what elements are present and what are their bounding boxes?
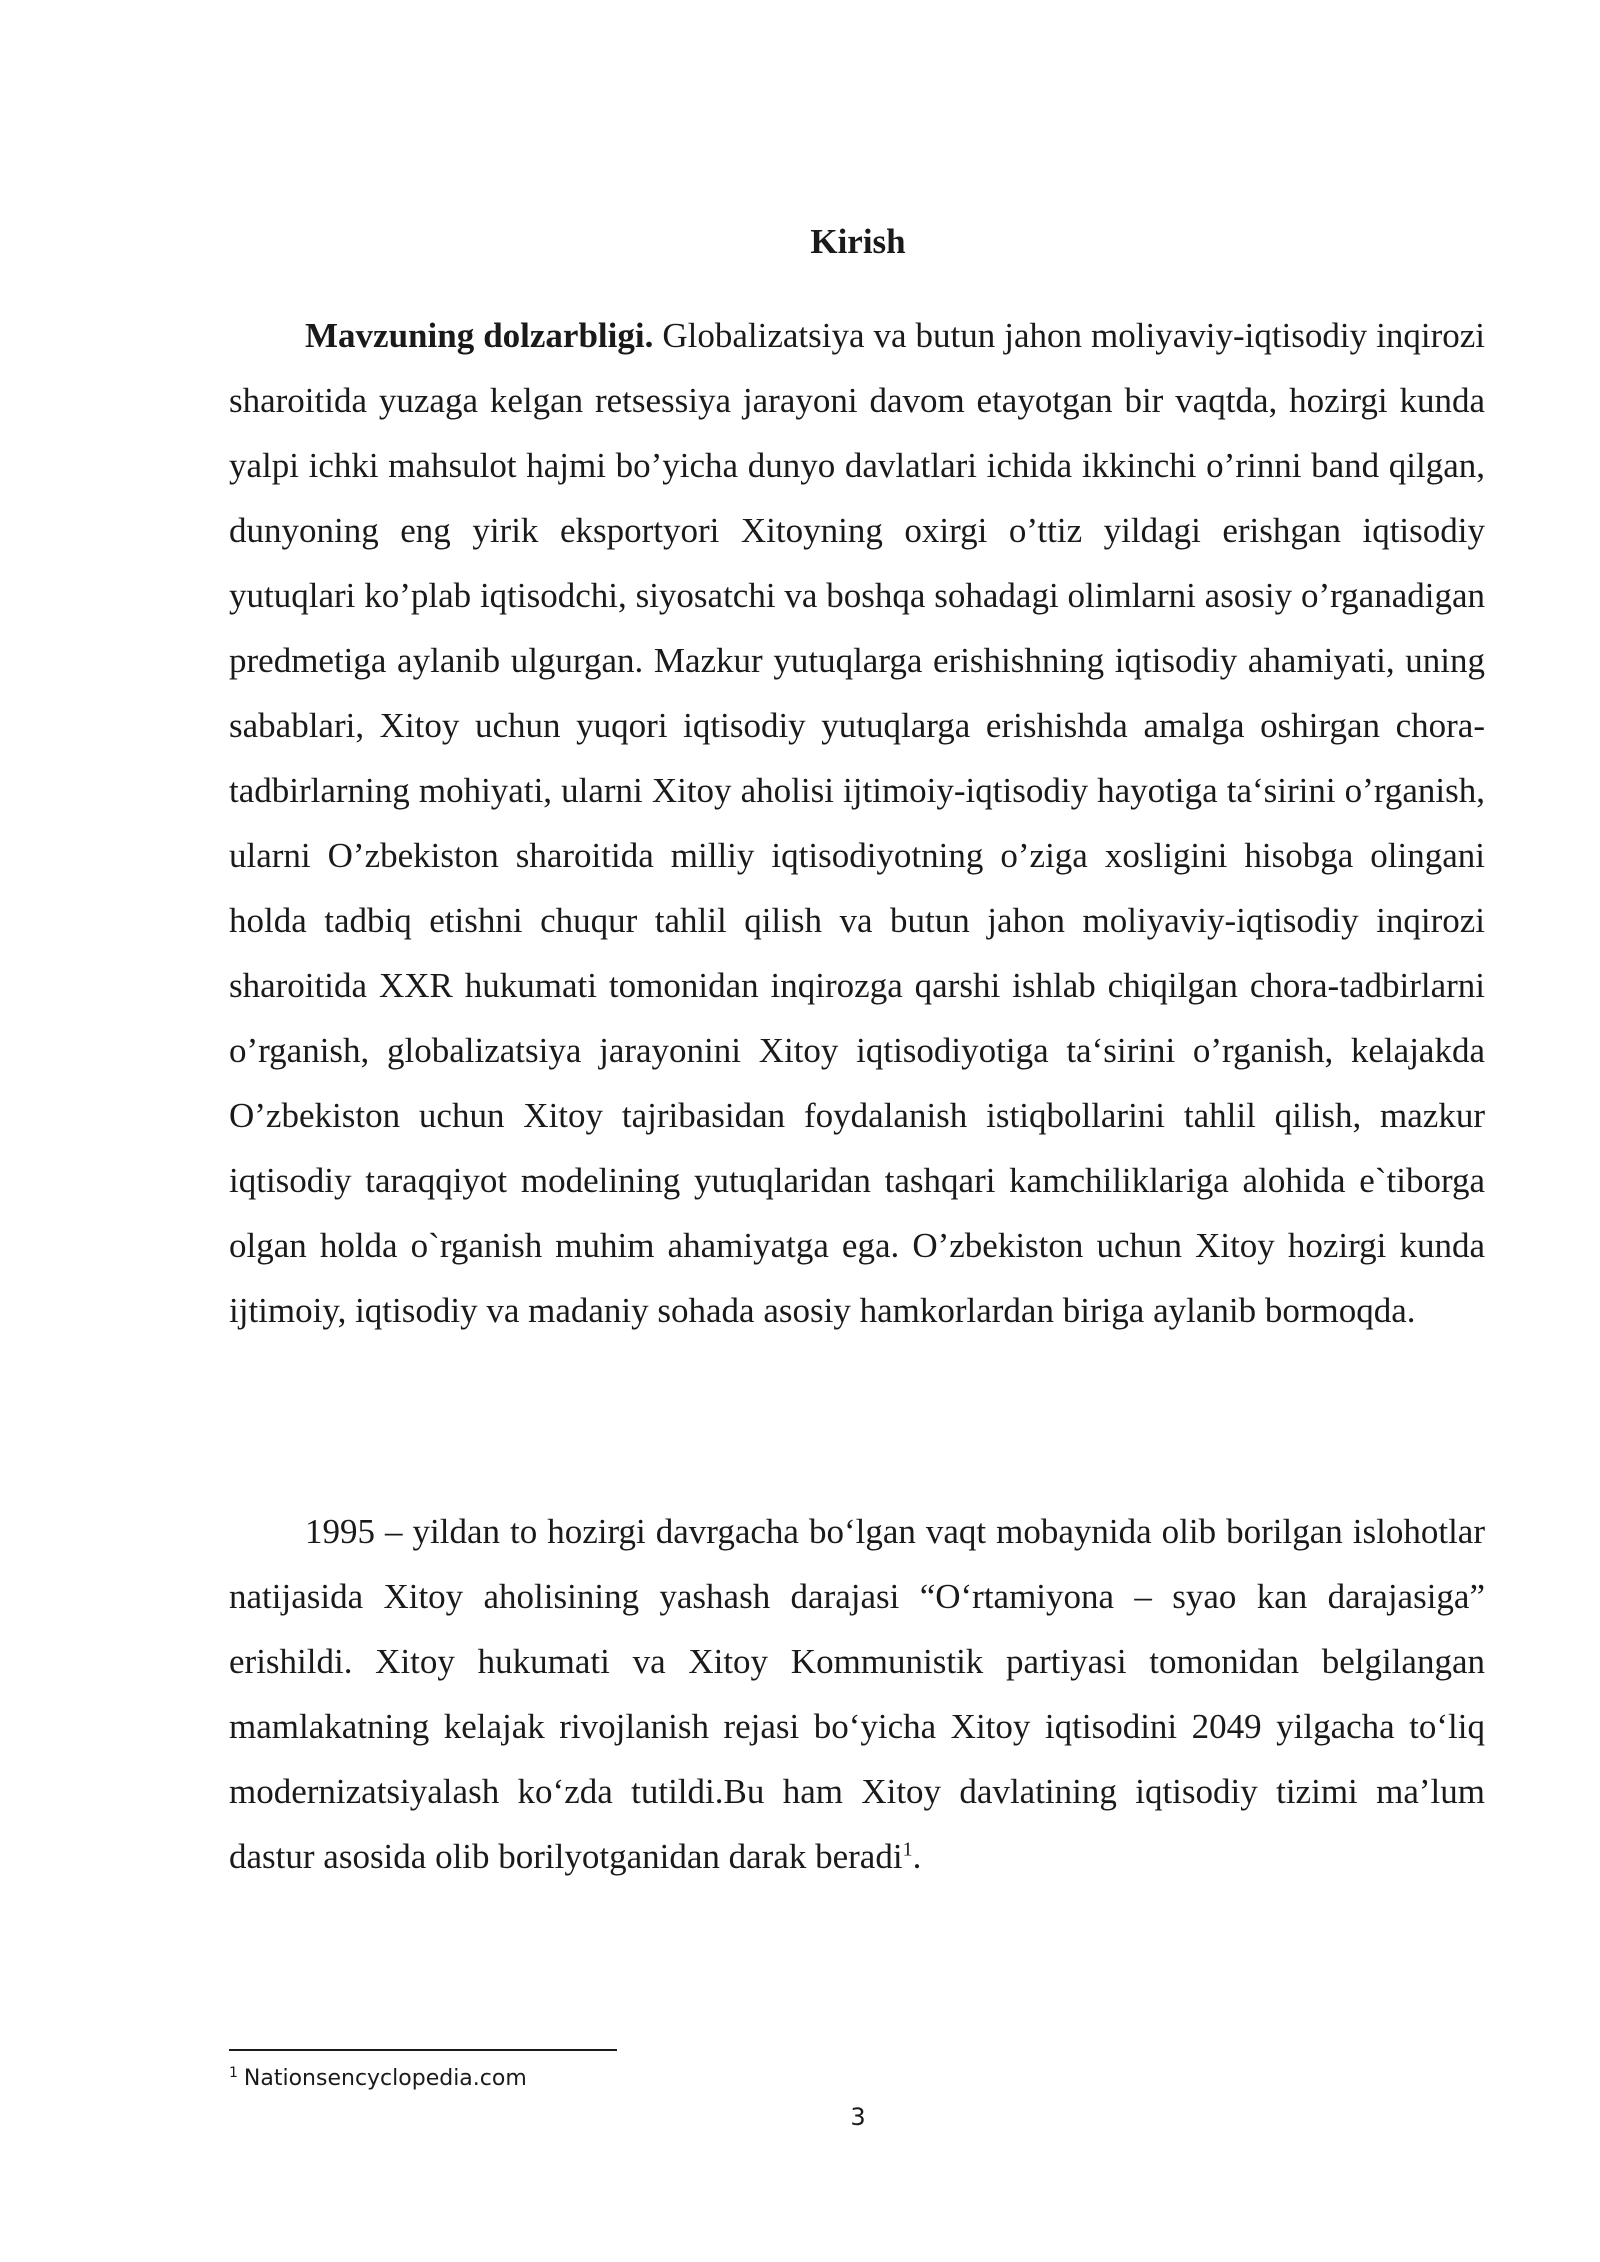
paragraph-reforms	[229, 1499, 1485, 1889]
page-number: 3	[850, 2103, 866, 2131]
paragraph-relevance	[229, 303, 1485, 1343]
paragraph-lead: Mavzuning dolzarbligi.	[305, 316, 654, 355]
paragraph-end: .	[912, 1837, 922, 1876]
footnote	[229, 2064, 527, 2094]
footnote-marker: 1	[229, 2064, 238, 2081]
section-heading: Kirish	[810, 222, 906, 261]
paragraph-text: 1995 – yildan to hozirgi davrgacha bo‘lgan vaqt mobaynida olib borilgan islohotlar natijasida Xitoy aholisining yashash darajasi “O‘rtamiyona – syao kan darajasiga” erishildi. Xitoy hukumati va Xitoy Kommunistik partiyasi tomonidan belgilangan mamlakatning kelajak rivojlanish rejasi bo‘yicha Xitoy iqtisodini 2049 yilgacha to‘liq modernizatsiyalash ko‘zda tutildi.Bu ham Xitoy davlatining iqtisodiy tizimi ma’lum dastur asosida olib borilyotganidan darak beradi	[229, 1512, 1485, 1876]
footnote-text: Nationsencyclopedia.com	[243, 2066, 527, 2091]
footnote-reference[interactable]: 1	[902, 1838, 913, 1861]
paragraph-text: Globalizatsiya va butun jahon moliyaviy-iqtisodiy inqirozi sharoitida yuzaga kelgan retsessiya jarayoni davom etayotgan bir vaqtda, hozirgi kunda yalpi ichki mahsulot hajmi bo’yicha dunyo davlatlari ichida ikkinchi o’rinni band qilgan, dunyoning eng yirik eksportyori Xitoyning oxirgi o’ttiz yildagi erishgan iqtisodiy yutuqlari ko’plab iqtisodchi, siyosatchi va boshqa sohadagi olimlarni asosiy o’rganadigan predmetiga aylanib ulgurgan. Mazkur yutuqlarga erishishning iqtisodiy ahamiyati, uning sabablari, Xitoy uchun yuqori iqtisodiy yutuqlarga erishishda amalga oshirgan chora-tadbirlarning mohiyati, ularni Xitoy aholisi ijtimoiy-iqtisodiy hayotiga ta‘sirini o’rganish, ularni O’zbekiston sharoitida milliy iqtisodiyotning o’ziga xosligini hisobga olingani holda tadbiq etishni chuqur tahlil qilish va butun jahon moliyaviy-iqtisodiy inqirozi sharoitida XXR hukumati tomonidan inqirozga qarshi ishlab chiqilgan chora-tadbirlarni o’rganish, globalizatsiya jarayonini Xitoy iqtisodiyotiga ta‘sirini o’rganish, kelajakda O’zbekiston uchun Xitoy tajribasidan foydalanish istiqbollarini tahlil qilish, mazkur iqtisodiy taraqqiyot modelining yutuqlaridan tashqari kamchiliklariga alohida e`tiborga olgan holda o`rganish muhim ahamiyatga ega. O’zbekiston uchun Xitoy hozirgi kunda ijtimoiy, iqtisodiy va madaniy sohada asosiy hamkorlardan biriga aylanib bormoqda.	[229, 316, 1485, 1330]
footnote-separator	[229, 2049, 617, 2051]
